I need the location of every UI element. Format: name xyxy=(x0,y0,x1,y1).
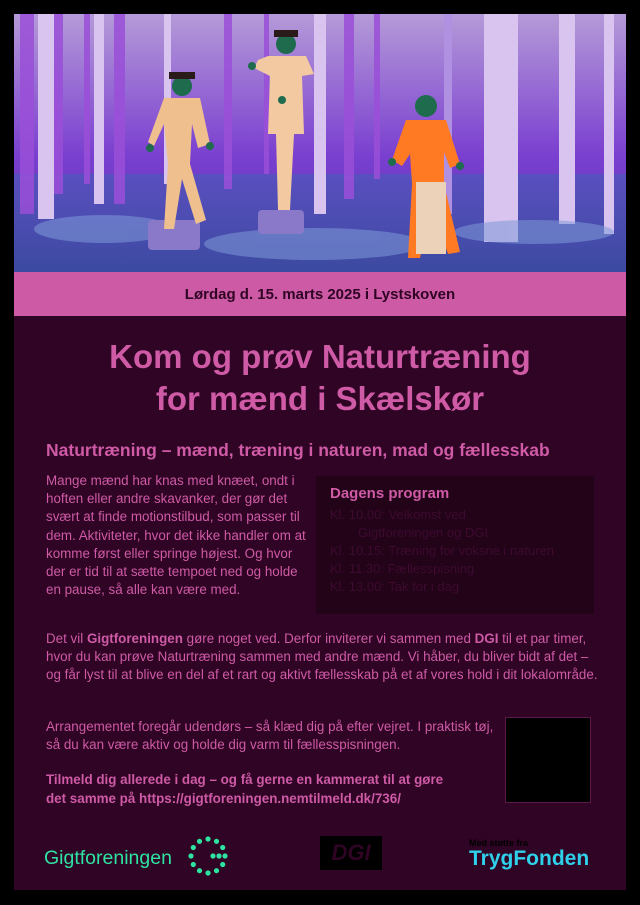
program-item: Kl. 10.00: Velkomst ved xyxy=(330,507,466,522)
intro-paragraph: Mange mænd har knas med knæet, ondt i hoften eller andre skavanker, der gør det svært at finde motionstilbud, som passer til dem. Aktiviteter, hvor det ikke handler om at komme først eller springe højest. Og hvor der er tid til at sætte tempoet ned og holde en pause, så alle kan være med. xyxy=(46,473,306,598)
text-part: Det vil xyxy=(46,631,87,646)
body-paragraph-2 xyxy=(46,630,601,685)
org-name-gigtforeningen: Gigtforeningen xyxy=(86,631,183,646)
gigtforeningen-logo xyxy=(44,836,228,881)
hero-photo xyxy=(14,14,626,272)
event-date-banner: Lørdag d. 15. marts 2025 i Lystskoven xyxy=(14,272,626,316)
program-box xyxy=(316,476,594,614)
subheadline: Naturtræning – mænd, træning i naturen, mad og fællesskab xyxy=(46,440,550,460)
body-paragraph-3: Arrangementet foregår udendørs – så klæd dig på efter vejret. I praktisk tøj, så du kan være aktiv og holde dig varm til fællesspisningen. xyxy=(46,719,494,753)
program-item: Kl. 13.00: Tak for i dag xyxy=(330,579,460,594)
dotted-circle-icon xyxy=(188,836,228,881)
support-label: Med støtte fra xyxy=(469,838,529,848)
text-part: til et par timer, hvor du kan prøve Naturtræning sammen med andre mænd. Vi håber, du bliver bidt af det – og får lyst til at blive en del af et rart og aktivt fællesskab på et af vores hold i dit lokalområde. xyxy=(46,631,598,683)
program-item: Gigtforeningen og DGI xyxy=(358,525,489,540)
org-name-dgi: DGI xyxy=(474,631,499,646)
dgi-logo: DGI xyxy=(320,836,382,870)
program-item: Kl. 10.15: Træning for voksne i naturen xyxy=(330,543,555,558)
trygfonden-logo xyxy=(469,838,589,870)
title-line-2: for mænd i Skælskør xyxy=(155,380,485,417)
poster xyxy=(14,14,626,890)
cta-line-1: Tilmeld dig allerede i dag – og få gerne en kammerat til at gøre xyxy=(46,772,444,787)
program-title: Dagens program xyxy=(330,485,450,502)
title-line-1: Kom og prøv Naturtræning xyxy=(109,338,531,375)
program-item: Kl. 11.30: Fællesspisning xyxy=(330,561,475,576)
gigtforeningen-wordmark: Gigtforeningen xyxy=(44,847,172,869)
trygfonden-wordmark: TrygFonden xyxy=(469,847,590,870)
signup-call-to-action xyxy=(46,770,496,808)
qr-code[interactable] xyxy=(505,717,591,803)
page-title xyxy=(34,336,606,420)
text-part: gøre noget ved. Derfor inviterer vi sammen med xyxy=(182,631,475,646)
cta-line-2: det samme på https://gigtforeningen.nemtilmeld.dk/736/ xyxy=(46,791,401,806)
